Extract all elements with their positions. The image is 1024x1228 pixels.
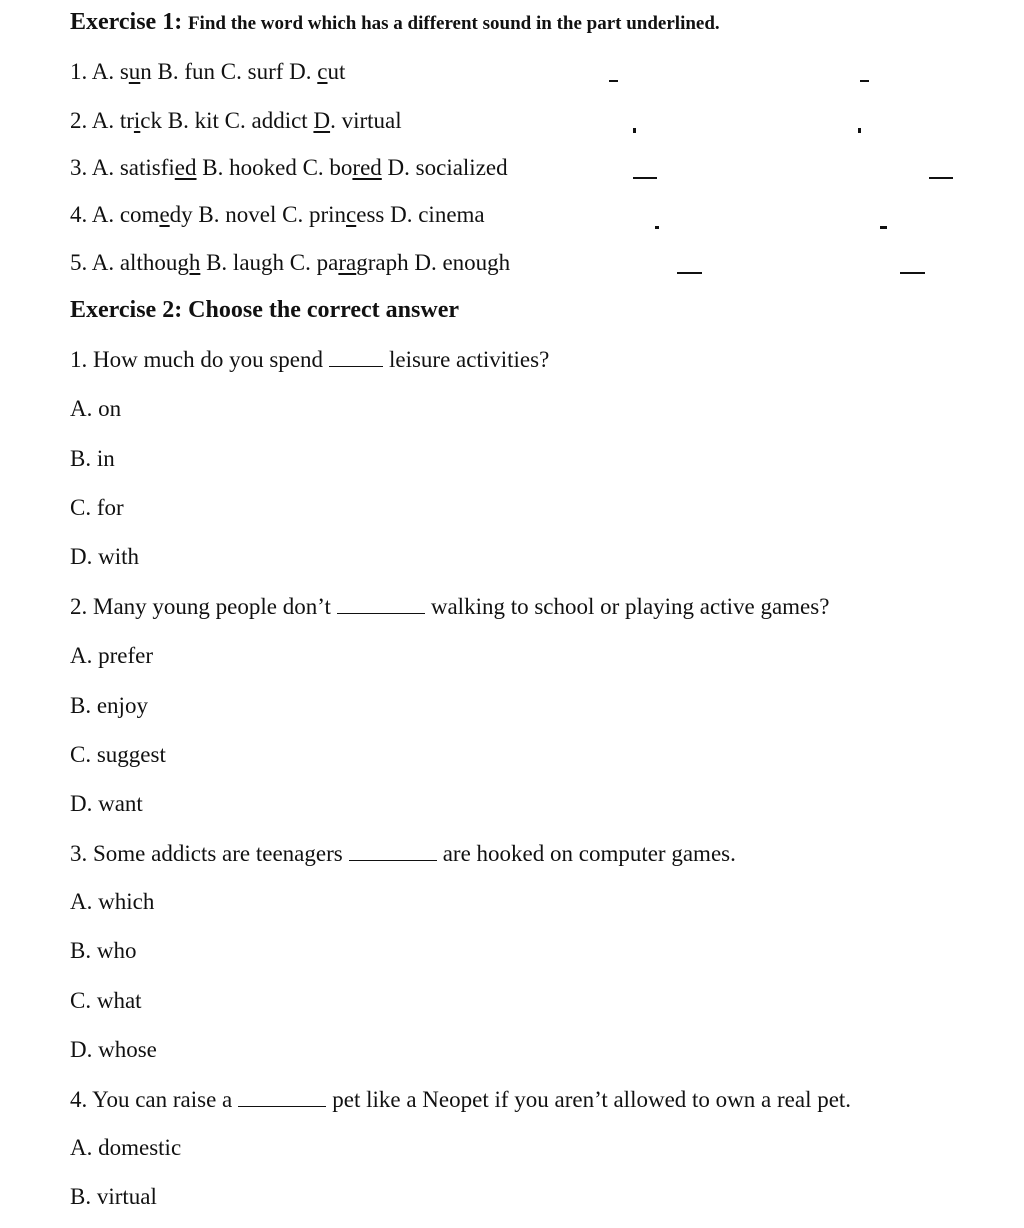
exercise1-item-3 xyxy=(70,153,508,183)
option-b: B. hooked xyxy=(202,155,297,180)
item-number: 5. xyxy=(70,250,88,275)
option-d: D. socialized xyxy=(387,155,508,180)
q1-option-a[interactable]: A. on xyxy=(70,396,122,421)
exercise2-title: Exercise 2: Choose the correct answer xyxy=(70,297,459,323)
question-2 xyxy=(70,592,829,622)
q4-option-a[interactable]: A. domestic xyxy=(70,1135,182,1160)
answer-mark xyxy=(860,80,869,82)
option-c: C. paragraph xyxy=(289,250,409,275)
q2-option-d[interactable]: D. want xyxy=(70,791,143,816)
option-c: C. surf xyxy=(220,59,284,84)
q3-option-d[interactable]: D. whose xyxy=(70,1037,157,1062)
question-text: 4. You can raise a xyxy=(70,1087,233,1112)
answer-mark xyxy=(858,128,861,133)
option-d: D. cinema xyxy=(390,202,485,227)
q4-option-b[interactable]: B. virtual xyxy=(70,1184,157,1209)
item-number: 1. xyxy=(70,59,88,84)
answer-mark xyxy=(633,177,657,179)
exercise1-item-2 xyxy=(70,106,402,136)
exercise1-item-5 xyxy=(70,248,510,278)
answer-mark xyxy=(900,272,925,274)
exercise1-title-instructions: Find the word which has a different sound in the part underlined. xyxy=(187,13,720,34)
item-number: 2. xyxy=(70,108,88,133)
exercise1-title xyxy=(70,7,720,39)
question-text: 1. How much do you spend xyxy=(70,347,323,372)
option-d: D. cut xyxy=(289,59,346,84)
question-4 xyxy=(70,1085,851,1115)
question-text-end: leisure activities? xyxy=(388,347,550,372)
option-b: B. kit xyxy=(167,108,219,133)
option-a: A. although xyxy=(91,250,201,275)
option-b: B. laugh xyxy=(206,250,285,275)
answer-mark xyxy=(677,272,702,274)
q3-option-a[interactable]: A. which xyxy=(70,889,155,914)
exercise1-item-1 xyxy=(70,57,345,87)
q2-option-a[interactable]: A. prefer xyxy=(70,643,154,668)
item-number: 3. xyxy=(70,155,88,180)
question-3 xyxy=(70,839,736,869)
answer-blank[interactable] xyxy=(238,1087,326,1107)
answer-mark xyxy=(609,80,618,82)
option-a: A. trick xyxy=(91,108,163,133)
answer-blank[interactable] xyxy=(349,841,437,861)
q1-option-b[interactable]: B. in xyxy=(70,446,115,471)
q1-option-d[interactable]: D. with xyxy=(70,544,139,569)
option-a: A. satisfied xyxy=(91,155,197,180)
exercise1-title-bold: Exercise 1: xyxy=(70,9,183,35)
q2-option-b[interactable]: B. enjoy xyxy=(70,693,148,718)
option-c: C. princess xyxy=(282,202,385,227)
question-text: 2. Many young people don’t xyxy=(70,594,331,619)
option-a: A. sun xyxy=(91,59,152,84)
option-d: D. virtual xyxy=(313,108,402,133)
question-1 xyxy=(70,345,549,375)
question-text: 3. Some addicts are teenagers xyxy=(70,841,343,866)
item-number: 4. xyxy=(70,202,88,227)
question-text-end: pet like a Neopet if you aren’t allowed to own a real pet. xyxy=(332,1087,852,1112)
option-b: B. novel xyxy=(198,202,277,227)
q3-option-c[interactable]: C. what xyxy=(70,988,142,1013)
answer-mark xyxy=(633,128,636,133)
q3-option-b[interactable]: B. who xyxy=(70,938,137,963)
answer-mark xyxy=(655,226,659,229)
option-c: C. addict xyxy=(224,108,308,133)
option-c: C. bored xyxy=(302,155,382,180)
q2-option-c[interactable]: C. suggest xyxy=(70,742,166,767)
q1-option-c[interactable]: C. for xyxy=(70,495,124,520)
answer-blank[interactable] xyxy=(337,594,425,614)
option-d: D. enough xyxy=(414,250,511,275)
option-a: A. comedy xyxy=(91,202,193,227)
question-text-end: walking to school or playing active games? xyxy=(430,594,830,619)
exercise1-item-4 xyxy=(70,200,485,230)
answer-mark xyxy=(880,226,887,229)
question-text-end: are hooked on computer games. xyxy=(442,841,736,866)
option-b: B. fun xyxy=(157,59,216,84)
answer-mark xyxy=(929,177,953,179)
answer-blank[interactable] xyxy=(329,347,383,367)
